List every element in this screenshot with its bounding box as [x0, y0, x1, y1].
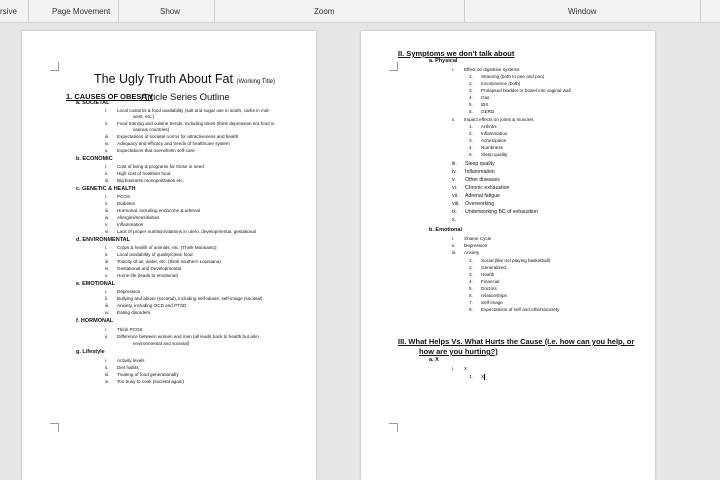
outline-subheading	[76, 156, 113, 162]
outline-text: d. ENVIRONMENTAL	[76, 237, 130, 243]
outline-text: Bullying and abuse (societal), including self-abuse, self-image (societal)	[117, 296, 263, 301]
outline-text: Big business monopolization etc.	[117, 178, 184, 183]
outline-text: Sleep quality	[465, 161, 495, 167]
list-number: 6.	[469, 109, 473, 114]
outline-text: X	[481, 374, 485, 380]
list-number: 2.	[469, 265, 473, 270]
outline-item	[105, 327, 143, 333]
list-number: iii.	[105, 178, 110, 183]
outline-text: e. EMOTIONAL	[76, 281, 116, 287]
outline-text: Arthritis	[481, 124, 497, 129]
outline-text: c. GENETIC & HEALTH	[76, 186, 136, 192]
list-number: iv.	[452, 169, 457, 175]
text-cursor	[484, 374, 485, 380]
document-page-2[interactable]	[361, 31, 655, 480]
outline-text: GERD	[481, 109, 495, 114]
outline-item	[105, 334, 259, 340]
outline-text: Toxicity of air, water, etc. (think southern Louisiana)	[117, 259, 221, 264]
outline-text: Local availability of quality/clean food	[117, 252, 193, 257]
list-number: i.	[105, 108, 108, 113]
outline-text: Eating disorders	[117, 310, 151, 315]
outline-text: Anxiety, including OCD and PTSD	[117, 303, 187, 308]
outline-item	[105, 134, 238, 140]
outline-text: g. Lifestyle	[76, 349, 105, 355]
list-number: iv.	[105, 379, 110, 384]
outline-text: Inflammation	[481, 131, 508, 136]
outline-item	[105, 208, 200, 214]
outline-item	[469, 74, 544, 80]
outline-text: Local customs & food availability (salt and sugar use in south, carbs in mid-	[117, 108, 270, 113]
outline-text: a. SOCIETAL	[76, 100, 110, 106]
list-number: ii.	[105, 296, 109, 301]
outline-heading	[398, 337, 634, 346]
outline-item	[105, 259, 221, 265]
outline-text: f. HORMONAL	[76, 318, 114, 324]
outline-subheading	[76, 318, 113, 324]
outline-text: Prolapsed bladder or bowel into vaginal wall	[481, 88, 571, 93]
list-number: ii.	[105, 334, 109, 339]
outline-heading	[398, 49, 514, 58]
list-number: 3.	[469, 272, 473, 277]
list-number: ii.	[105, 171, 109, 176]
outline-item	[105, 303, 186, 309]
list-number: vi.	[452, 185, 458, 191]
document-subtitle: Article Series Outline	[141, 92, 230, 103]
list-number: iii.	[105, 259, 110, 264]
ribbon	[0, 0, 720, 23]
outline-subheading	[429, 227, 462, 233]
outline-item	[105, 372, 179, 378]
outline-item	[452, 185, 509, 192]
outline-item	[469, 293, 507, 299]
outline-text: Social (like not playing basketball)	[481, 258, 551, 263]
list-number: iv.	[105, 266, 110, 271]
outline-item	[469, 374, 485, 380]
list-number: iii.	[105, 208, 110, 213]
list-number: ii.	[105, 365, 109, 370]
outline-subheading	[76, 349, 105, 355]
document-title: The Ugly Truth About Fat (Working Title)	[94, 72, 276, 86]
outline-item	[469, 286, 497, 292]
list-number: iii.	[105, 134, 110, 139]
list-number: ii.	[105, 201, 109, 206]
list-number: v.	[105, 273, 109, 278]
outline-text: Aches/pains	[481, 138, 507, 143]
list-number: vii.	[452, 193, 459, 199]
outline-text: Other diseases	[465, 177, 500, 183]
outline-item	[121, 341, 189, 347]
outline-text: Difference between women and men (all leads back to health but also	[117, 334, 259, 339]
list-number: v.	[452, 177, 456, 183]
list-number: 3.	[469, 88, 473, 93]
outline-text: Cost of living & programs for those in need	[117, 164, 204, 169]
outline-subheading	[76, 100, 110, 106]
list-number: ii.	[452, 117, 456, 122]
list-number: 5.	[469, 152, 473, 157]
list-number: i.	[105, 327, 108, 332]
list-number: viii.	[452, 201, 460, 207]
outline-item	[452, 193, 500, 200]
outline-text: relationships	[481, 293, 507, 298]
outline-item	[105, 171, 170, 177]
ribbon-separator	[700, 0, 701, 22]
outline-item	[469, 109, 494, 115]
ribbon-group-show[interactable]: Show	[160, 7, 181, 16]
outline-item	[105, 148, 195, 154]
outline-item	[105, 201, 135, 207]
outline-item	[469, 81, 520, 87]
outline-text: High cost of healthier food	[117, 171, 171, 176]
outline-item	[469, 152, 507, 158]
outline-item	[452, 217, 465, 224]
list-number: i.	[105, 358, 108, 363]
crop-mark	[50, 423, 59, 432]
ribbon-group-cut-label: rsive	[0, 7, 17, 16]
list-number: 4.	[469, 95, 473, 100]
outline-item	[105, 245, 217, 251]
outline-text: a. Physical	[429, 58, 458, 64]
outline-item	[121, 114, 154, 120]
outline-text: IBS	[481, 102, 489, 107]
outline-text: III. What Helps Vs. What Hurts the Cause (I.e. how can you help, or	[398, 337, 635, 346]
outline-text: X	[464, 366, 468, 371]
ribbon-separator	[28, 0, 29, 22]
outline-item	[452, 117, 533, 123]
list-number: v.	[105, 148, 109, 153]
outline-text: Numbness	[481, 145, 503, 150]
outline-text: Anxiety	[464, 250, 480, 255]
list-number: ii.	[105, 252, 109, 257]
outline-text: Self-image	[481, 300, 503, 305]
outline-text: Training of food generationally	[117, 372, 179, 377]
outline-text: Adrenal fatigue	[465, 193, 500, 199]
outline-text: 1. CAUSES OF OBESITY	[66, 92, 154, 101]
outline-item	[105, 229, 256, 235]
list-number: 2.	[469, 131, 473, 136]
outline-text: Inflammation	[117, 222, 144, 227]
outline-text: Depression	[117, 289, 141, 294]
outline-item	[469, 88, 571, 94]
list-number: iii.	[105, 303, 110, 308]
list-number: 5.	[469, 286, 473, 291]
list-number: 1.	[469, 74, 473, 79]
list-number: 2.	[469, 81, 473, 86]
outline-item	[469, 138, 506, 144]
outline-text: west, etc.)	[133, 114, 154, 119]
outline-item	[105, 222, 143, 228]
outline-item	[105, 141, 230, 147]
outline-text: Gestational and Developmental	[117, 266, 182, 271]
outline-text: Allergies/sensitivities	[117, 215, 160, 220]
outline-text: Generalized	[481, 265, 506, 270]
outline-item	[452, 201, 494, 208]
outline-text: Expectations of self and others/society	[481, 307, 560, 312]
outline-item	[105, 365, 139, 371]
outline-text: Food training and cuisine trends, including times (think depression era food in	[117, 121, 275, 126]
list-number: 6.	[469, 293, 473, 298]
outline-text: Effect on digestive systems	[464, 67, 520, 72]
outline-subheading	[76, 281, 115, 287]
outline-item	[105, 273, 178, 279]
list-number: i.	[105, 194, 108, 199]
outline-item	[452, 366, 467, 372]
ribbon-group-window[interactable]: Window	[568, 7, 597, 16]
outline-item	[452, 236, 491, 242]
list-number: 4.	[469, 145, 473, 150]
outline-item	[105, 252, 193, 258]
ribbon-group-zoom[interactable]: Zoom	[314, 7, 335, 16]
outline-text: Shame Cycle	[464, 236, 492, 241]
list-number: 7.	[469, 300, 473, 305]
outline-text: Chronic exhaustion	[465, 185, 510, 191]
outline-item	[452, 177, 500, 184]
list-number: 8.	[469, 307, 473, 312]
outline-item	[469, 131, 507, 137]
outline-item	[452, 67, 520, 73]
outline-item	[452, 243, 487, 249]
outline-text: Financial	[481, 279, 500, 284]
outline-text: Underworking BC of exhaustion	[465, 209, 538, 215]
list-number: i.	[452, 67, 455, 72]
list-number: 1.	[469, 124, 473, 129]
outline-item	[469, 265, 506, 271]
list-number: i.	[452, 366, 455, 371]
ribbon-separator	[214, 0, 215, 22]
list-number: ii.	[452, 243, 456, 248]
list-number: x.	[452, 217, 457, 223]
outline-item	[105, 266, 181, 272]
outline-item	[469, 279, 499, 285]
outline-item	[469, 124, 497, 130]
list-number: 1.	[469, 258, 473, 263]
list-number: iv.	[105, 215, 110, 220]
outline-subheading	[429, 357, 439, 363]
list-number: iii.	[452, 250, 457, 255]
outline-item	[105, 379, 184, 385]
outline-text: b. ECONOMIC	[76, 156, 113, 162]
outline-text: Overworking	[465, 201, 495, 207]
outline-heading	[419, 347, 498, 356]
outline-item	[105, 215, 159, 221]
ribbon-group-page-movement[interactable]: Page Movement	[52, 7, 111, 16]
outline-item	[105, 310, 150, 316]
outline-text: Expectations of societal norms for attractiveness and health	[117, 134, 239, 139]
list-number: v.	[105, 222, 109, 227]
outline-text: Too busy to cook (societal again)	[117, 379, 184, 384]
list-number: i.	[452, 236, 455, 241]
outline-item	[105, 164, 204, 170]
outline-item	[469, 300, 503, 306]
outline-item	[469, 95, 489, 101]
outline-item	[452, 161, 495, 168]
list-number: 5.	[469, 102, 473, 107]
outline-item	[452, 209, 538, 216]
list-number: i.	[105, 164, 108, 169]
outline-text: a. X	[429, 357, 439, 363]
outline-item	[469, 307, 559, 313]
outline-text: Impact effects on joints & muscles	[464, 117, 534, 122]
outline-text: Diet habits	[117, 365, 139, 370]
outline-text: II. Symptoms we don't talk about	[398, 49, 515, 58]
outline-text: b. Emotional	[429, 227, 462, 233]
outline-item	[469, 102, 488, 108]
outline-subheading	[76, 186, 136, 192]
outline-item	[452, 250, 479, 256]
ribbon-separator	[118, 0, 119, 22]
ribbon-separator	[464, 0, 465, 22]
outline-item	[469, 145, 503, 151]
outline-item	[469, 272, 494, 278]
document-page-1[interactable]	[22, 31, 316, 480]
outline-text: Depression	[464, 243, 488, 248]
list-number: 1.	[469, 374, 473, 380]
outline-text: Hormonal, including endocrine & adrenal	[117, 208, 200, 213]
list-number: i.	[105, 289, 108, 294]
outline-text: PCOS	[117, 194, 131, 199]
outline-text: Expectations that overwhelm self-care	[117, 148, 195, 153]
outline-text: Doctors	[481, 286, 497, 291]
outline-text: Lack of proper nutrition/vitamins in utero, developmental, gestational	[117, 229, 256, 234]
crop-mark	[389, 62, 398, 71]
outline-text: Straining (both to pee and poo)	[481, 74, 545, 79]
outline-text: Crops & health of animals, etc. (Think Monsanto)	[117, 245, 217, 250]
outline-item	[105, 194, 130, 200]
outline-text: Health	[481, 272, 495, 277]
outline-text: Activity levels	[117, 358, 145, 363]
list-number: ii.	[105, 121, 109, 126]
outline-text: Sleep quality	[481, 152, 508, 157]
outline-text: how are you hurting?)	[419, 347, 498, 356]
list-number: i.	[105, 245, 108, 250]
outline-text: Incontinence (both)	[481, 81, 521, 86]
crop-mark	[389, 423, 398, 432]
outline-item	[105, 296, 263, 302]
outline-item	[105, 178, 184, 184]
list-number: 4.	[469, 279, 473, 284]
list-number: iv.	[105, 141, 110, 146]
outline-item	[105, 289, 140, 295]
outline-text: Think PCOS	[117, 327, 143, 332]
outline-item	[121, 127, 169, 133]
list-number: iv.	[105, 310, 110, 315]
outline-subheading	[76, 237, 130, 243]
list-number: iii.	[452, 161, 457, 167]
list-number: ix.	[452, 209, 458, 215]
outline-text: environmental and societal)	[133, 341, 190, 346]
outline-text: Adequacy and efficacy and trends of healthcare system	[117, 141, 230, 146]
outline-item	[469, 258, 550, 264]
outline-text: Diabetes	[117, 201, 136, 206]
list-number: iii.	[105, 372, 110, 377]
outline-text: various countries)	[133, 127, 170, 132]
crop-mark	[50, 62, 59, 71]
outline-item	[452, 169, 495, 176]
outline-text: Home life (leads to emotional)	[117, 273, 179, 278]
outline-item	[105, 358, 145, 364]
outline-subheading	[429, 58, 457, 64]
outline-text: Gas	[481, 95, 490, 100]
list-number: vi.	[105, 229, 110, 234]
outline-text: Inflammation	[465, 169, 495, 175]
list-number: 3.	[469, 138, 473, 143]
